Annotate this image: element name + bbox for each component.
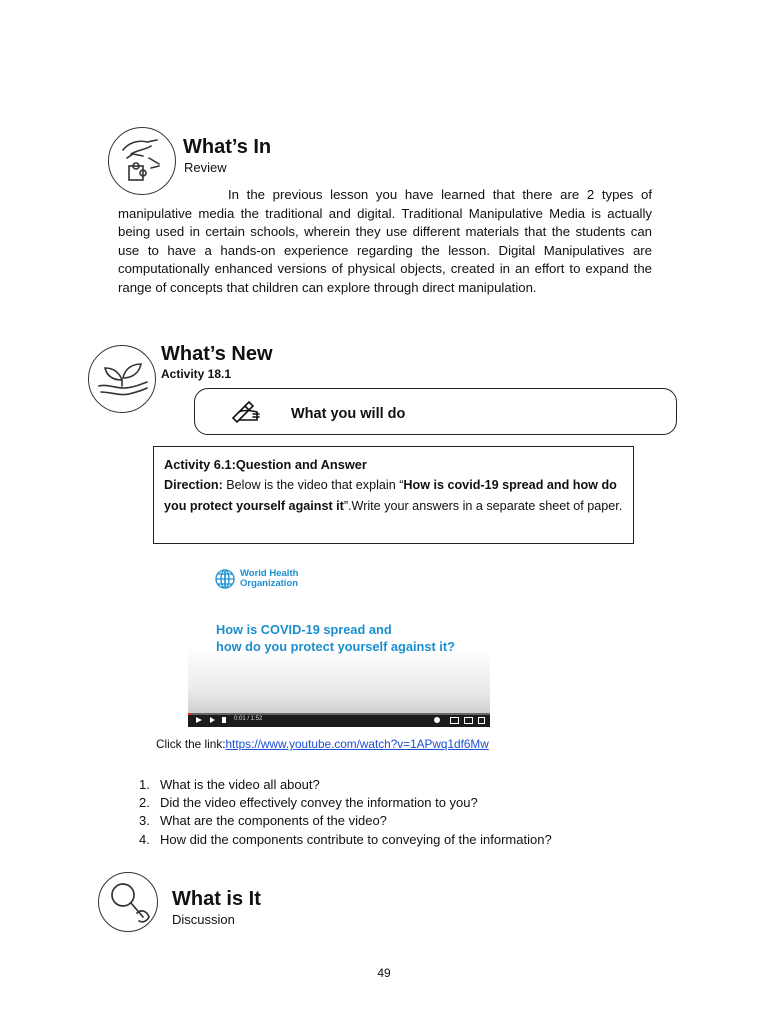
direction-text-1: Below is the video that explain “	[222, 478, 404, 492]
video-control-bar[interactable]	[188, 713, 490, 727]
activity-box	[153, 446, 634, 544]
whats-new-title: What’s New	[161, 343, 273, 365]
magnifier-hand-icon	[98, 872, 158, 932]
what-you-will-do-label: What you will do	[291, 406, 406, 422]
question-list	[139, 776, 552, 849]
question-text: What is the video all about?	[160, 777, 320, 792]
puzzle-hand-icon	[108, 127, 176, 195]
link-line	[156, 737, 489, 751]
question-number: 3.	[139, 813, 150, 829]
volume-icon[interactable]	[222, 717, 226, 723]
direction-bold: How is covid-19 spread and how do you protect yourself against it	[164, 478, 617, 513]
video-track[interactable]	[188, 713, 490, 715]
writing-hand-icon	[231, 398, 261, 424]
whats-in-title: What’s In	[183, 136, 272, 158]
direction-label: Direction:	[164, 478, 223, 492]
direction-text-2: ”.Write your answers in a separate sheet of paper.	[343, 499, 623, 513]
who-name-line1: World Health	[240, 568, 299, 579]
who-name	[240, 569, 298, 589]
video-time: 0:01 / 1:52	[234, 716, 263, 722]
theater-icon[interactable]	[464, 717, 473, 724]
sprout-hand-icon	[88, 345, 156, 413]
question-text: Did the video effectively convey the information to you?	[160, 795, 478, 811]
question-item	[139, 831, 552, 849]
question-number: 4.	[139, 831, 150, 847]
what-you-will-do-banner	[194, 388, 677, 435]
what-is-it-title: What is It	[172, 888, 261, 910]
link-prefix: Click the link:	[156, 737, 226, 751]
miniplayer-icon[interactable]	[450, 717, 459, 724]
video-link[interactable]: https://www.youtube.com/watch?v=1APwq1df6Mw	[225, 737, 489, 751]
fullscreen-icon[interactable]	[478, 717, 485, 724]
question-text: How did the components contribute to conveying of the information?	[160, 831, 552, 847]
question-item	[139, 776, 552, 794]
question-number: 1.	[139, 777, 150, 792]
next-icon[interactable]	[210, 717, 215, 723]
whats-in-subtitle: Review	[184, 160, 227, 175]
whats-new-subtitle: Activity 18.1	[161, 367, 232, 381]
settings-icon[interactable]	[434, 717, 440, 723]
whats-in-paragraph: In the previous lesson you have learned that there are 2 types of manipulative media the traditional and digital. Traditional Manipulative Media is actually being used in certain schools, wherein they use different materials that the students can use to have a hands-on experience regarding the lesson. Digital Manipulatives are computationally enhanced versions of physical objects, created in an effort to expand the range of concepts that children can explore through direct manipulation.	[118, 187, 652, 295]
play-icon[interactable]	[196, 717, 202, 723]
video-title-line2: how do you protect yourself against it?	[216, 639, 455, 654]
who-name-line2: Organization	[240, 578, 299, 589]
question-text: What are the components of the video?	[160, 813, 387, 829]
question-item	[139, 794, 552, 812]
question-number: 2.	[139, 795, 150, 811]
video-title	[216, 621, 455, 655]
video-thumbnail[interactable]	[188, 553, 490, 727]
question-item	[139, 812, 552, 830]
who-logo-icon	[214, 568, 236, 590]
video-title-line1: How is COVID-19 spread and	[216, 622, 392, 637]
what-is-it-subtitle: Discussion	[172, 912, 235, 927]
activity-direction	[164, 475, 623, 517]
page-number: 49	[377, 966, 391, 980]
video-progress	[188, 713, 191, 715]
activity-heading: Activity 6.1:Question and Answer	[164, 457, 367, 472]
